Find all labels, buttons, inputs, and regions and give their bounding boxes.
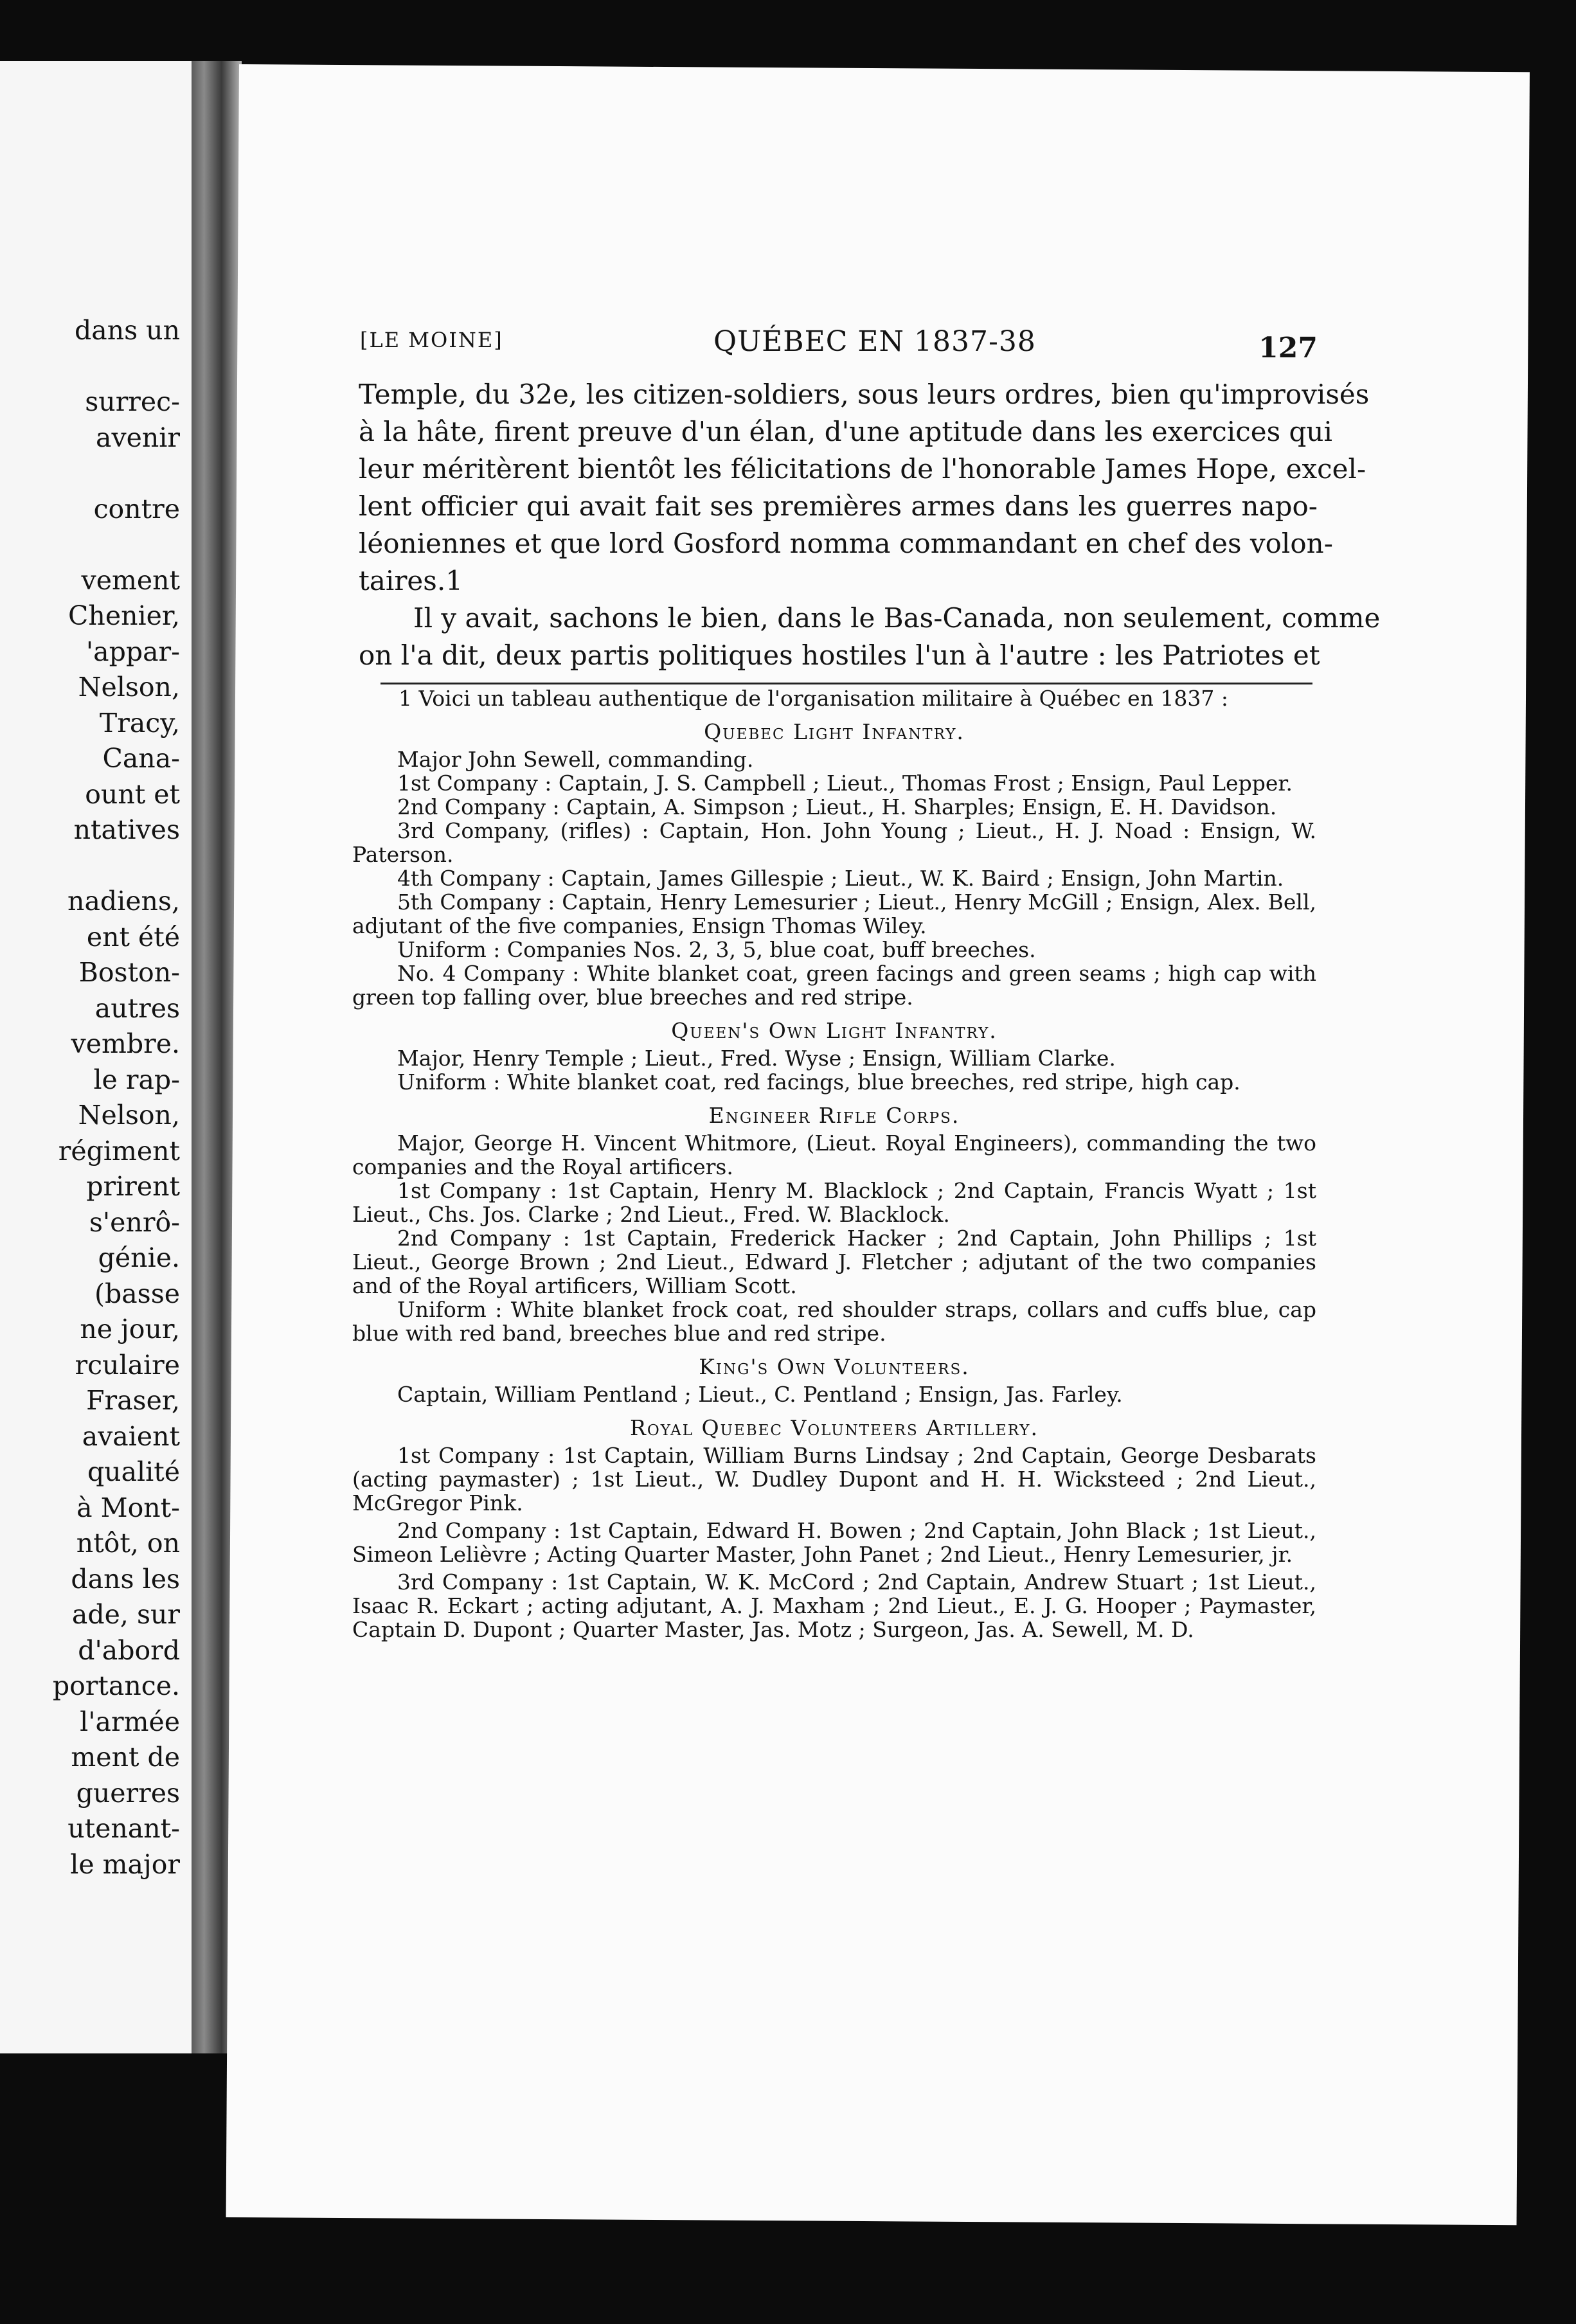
footnote-entry: 2nd Company : 1st Captain, Edward H. Bowen ; 2nd Captain, John Black ; 1st Lieut., Simeon Lelièvre ; Acting Quarter Master, John Panet ; 2nd Lieut., Henry Lemesurier, jr. bbox=[352, 1518, 1316, 1567]
page-number: 127 bbox=[1258, 332, 1318, 364]
footnote-entry: Captain, William Pentland ; Lieut., C. Pentland ; Ensign, Jas. Farley. bbox=[397, 1382, 1123, 1407]
facing-page-line: avenir bbox=[96, 422, 180, 453]
footnote-entry: 3rd Company, (rifles) : Captain, Hon. John Young ; Lieut., H. J. Noad : Ensign, W. Paterson. bbox=[352, 818, 1316, 867]
facing-page-line: Fraser, bbox=[86, 1385, 180, 1416]
facing-page-line: (basse bbox=[94, 1278, 180, 1309]
facing-page-line: ne jour, bbox=[80, 1314, 180, 1345]
facing-page-line: vembre. bbox=[71, 1028, 180, 1059]
section-heading: King's Own Volunteers. bbox=[699, 1354, 970, 1379]
facing-page-line: Tracy, bbox=[99, 707, 180, 738]
facing-page-line: dans un bbox=[75, 315, 180, 346]
footnote-entry: 1st Company : 1st Captain, William Burns Lindsay ; 2nd Captain, George Desbarats (acting paymaster) ; 1st Lieut., W. Dudley Dupont and H. H. Wicksteed ; 2nd Lieut., McGregor Pink. bbox=[352, 1443, 1316, 1515]
facing-page-line: ent été bbox=[86, 921, 180, 952]
facing-page-line: surrec- bbox=[85, 386, 180, 417]
facing-page-line: portance. bbox=[52, 1670, 180, 1701]
facing-page-line: l'armée bbox=[80, 1706, 180, 1737]
facing-page-line: d'abord bbox=[78, 1634, 180, 1666]
facing-page-line: s'enrô- bbox=[89, 1206, 180, 1238]
footnote-entry: 1st Company : 1st Captain, Henry M. Blacklock ; 2nd Captain, Francis Wyatt ; 1st Lieut., Chs. Jos. Clarke ; 2nd Lieut., Fred. W. Blacklock. bbox=[352, 1178, 1316, 1227]
footnote-rule bbox=[381, 683, 1312, 684]
footnote-entry: 1st Company : Captain, J. S. Campbell ; Lieut., Thomas Frost ; Ensign, Paul Lepper. bbox=[397, 771, 1293, 796]
body-line: taires.1 bbox=[359, 565, 463, 596]
facing-page-line: qualité bbox=[87, 1456, 180, 1487]
facing-page-line: Nelson, bbox=[78, 672, 180, 702]
facing-page-line: génie. bbox=[98, 1242, 180, 1273]
footnote-entry: Major, George H. Vincent Whitmore, (Lieut. Royal Engineers), commanding the two companies and the Royal artificers. bbox=[352, 1131, 1316, 1179]
page-title: QUÉBEC EN 1837-38 bbox=[713, 325, 1036, 358]
facing-page-line: utenant- bbox=[67, 1813, 180, 1844]
footnote-entry: Major, Henry Temple ; Lieut., Fred. Wyse ; Ensign, William Clarke. bbox=[397, 1046, 1116, 1071]
body-text bbox=[359, 376, 1381, 674]
body-line: à la hâte, firent preuve d'un élan, d'une aptitude dans les exercices qui bbox=[359, 416, 1332, 447]
author-tag: [LE MOINE] bbox=[360, 328, 503, 352]
footnote-entry: 4th Company : Captain, James Gillespie ; Lieut., W. K. Baird ; Ensign, John Martin. bbox=[397, 866, 1284, 891]
facing-page-line: ount et bbox=[85, 778, 180, 810]
footnote-entry: Major John Sewell, commanding. bbox=[397, 747, 754, 772]
facing-page-line: rculaire bbox=[75, 1349, 180, 1381]
section-heading: Quebec Light Infantry. bbox=[704, 719, 965, 744]
section-heading: Queen's Own Light Infantry. bbox=[671, 1018, 998, 1043]
facing-page-line: autres bbox=[94, 992, 180, 1024]
facing-page-line: Cana- bbox=[102, 743, 180, 774]
footnote-entry: 2nd Company : Captain, A. Simpson ; Lieut., H. Sharples; Ensign, E. H. Davidson. bbox=[397, 794, 1277, 819]
facing-page-line: dans les bbox=[71, 1563, 180, 1595]
facing-page-line: régiment bbox=[58, 1135, 180, 1166]
facing-page-fragment bbox=[0, 61, 193, 2053]
facing-page-line: vement bbox=[81, 564, 180, 596]
body-line: léoniennes et que lord Gosford nomma commandant en chef des volon- bbox=[359, 528, 1333, 559]
facing-page-line: ment de bbox=[71, 1742, 180, 1773]
facing-page-line: le major bbox=[70, 1848, 180, 1880]
facing-page-line: ntatives bbox=[73, 814, 180, 845]
facing-page-line: à Mont- bbox=[76, 1492, 180, 1523]
footnote-entry: Uniform : White blanket frock coat, red shoulder straps, collars and cuffs blue, cap blue with red band, breeches blue and red stripe. bbox=[352, 1297, 1316, 1346]
facing-page-line: ade, sur bbox=[71, 1599, 180, 1630]
section-heading: Engineer Rifle Corps. bbox=[708, 1103, 960, 1128]
facing-page-line: Chenier, bbox=[68, 600, 180, 631]
footnote-entry: No. 4 Company : White blanket coat, green facings and green seams ; high cap with green top falling over, blue breeches and red stripe. bbox=[352, 961, 1316, 1010]
facing-page-line: ntôt, on bbox=[76, 1528, 180, 1559]
facing-page-line: contre bbox=[93, 493, 180, 524]
facing-page-line: Boston- bbox=[78, 957, 180, 988]
facing-page-line: le rap- bbox=[93, 1064, 180, 1095]
facing-page-line: prirent bbox=[86, 1171, 180, 1202]
footnote-block bbox=[352, 686, 1316, 1641]
body-line: Temple, du 32e, les citizen-soldiers, sous leurs ordres, bien qu'improvisés bbox=[359, 379, 1370, 410]
footnote-entry: Uniform : White blanket coat, red facings, blue breeches, red stripe, high cap. bbox=[397, 1069, 1240, 1095]
facing-page-line: 'appar- bbox=[85, 636, 180, 667]
footnote-entry: 2nd Company : 1st Captain, Frederick Hacker ; 2nd Captain, John Phillips ; 1st Lieut., George Brown ; 2nd Lieut., Edward J. Fletcher ; adjutant of the two companies and of the Royal artificers, William Scott. bbox=[352, 1226, 1316, 1298]
facing-page-line: nadiens, bbox=[67, 886, 180, 916]
facing-page-line: avaient bbox=[82, 1420, 180, 1452]
footnote-entry: 3rd Company : 1st Captain, W. K. McCord ; 2nd Captain, Andrew Stuart ; 1st Lieut., Isaac R. Eckart ; acting adjutant, A. J. Maxham ; 2nd Lieut., E. J. G. Hooper ; Paymaster, Captain D. Dupont ; Quarter Master, Jas. Motz ; Surgeon, Jas. A. Sewell, M. D. bbox=[352, 1569, 1316, 1642]
section-heading: Royal Quebec Volunteers Artillery. bbox=[630, 1415, 1039, 1440]
footnote-entry: 5th Company : Captain, Henry Lemesurier ; Lieut., Henry McGill ; Ensign, Alex. Bell, adjutant of the five companies, Ensign Thomas Wiley. bbox=[352, 889, 1316, 938]
running-head bbox=[360, 325, 1318, 366]
body-line: on l'a dit, deux partis politiques hostiles l'un à l'autre : les Patriotes et bbox=[359, 639, 1320, 671]
body-line: lent officier qui avait fait ses premières armes dans les guerres napo- bbox=[359, 490, 1318, 522]
footnote-entry: Uniform : Companies Nos. 2, 3, 5, blue coat, buff breeches. bbox=[397, 937, 1036, 962]
facing-page-line: Nelson, bbox=[78, 1100, 180, 1131]
body-line: leur méritèrent bientôt les félicitations de l'honorable James Hope, excel- bbox=[359, 453, 1366, 485]
footnote-intro: 1 Voici un tableau authentique de l'organisation militaire à Québec en 1837 : bbox=[398, 686, 1229, 711]
facing-page-line: guerres bbox=[76, 1777, 180, 1809]
body-line: Il y avait, sachons le bien, dans le Bas-Canada, non seulement, comme bbox=[413, 602, 1381, 634]
